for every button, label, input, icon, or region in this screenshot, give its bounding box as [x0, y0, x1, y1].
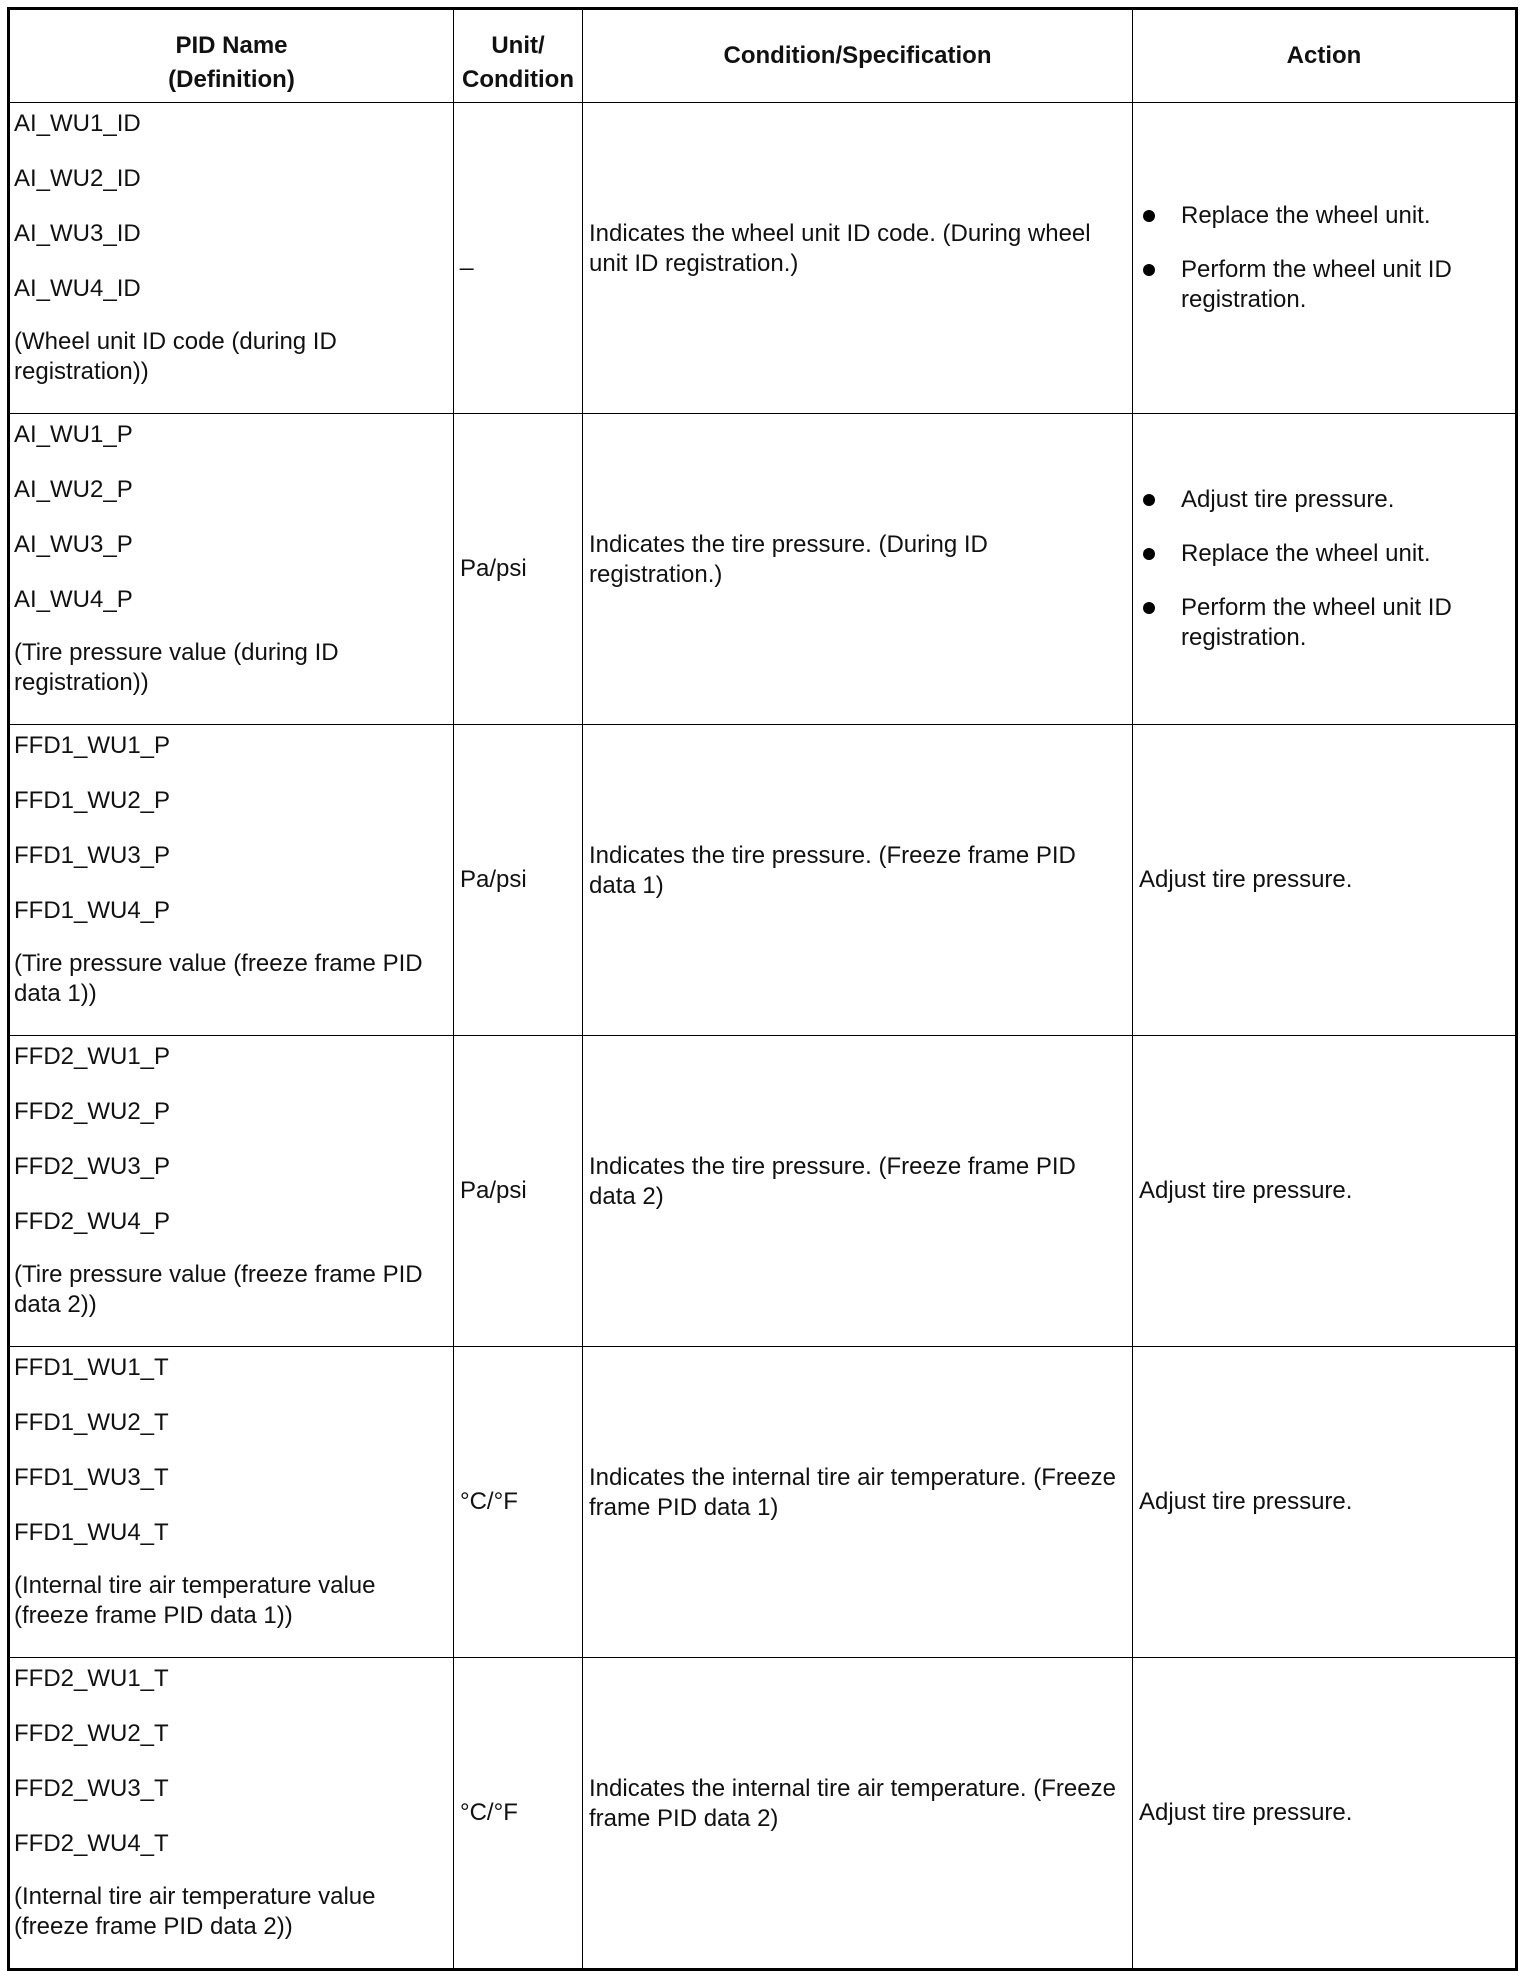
- pid-definition: (Internal tire air temperature value (freeze frame PID data 1)): [14, 1572, 376, 1629]
- action-item: [1181, 539, 1507, 569]
- table-header: [9, 9, 1517, 103]
- table-row: [9, 1036, 1517, 1347]
- pid-definition: (Tire pressure value (during ID registration)): [14, 639, 339, 696]
- pid-name: FFD2_WU1_T: [14, 1665, 169, 1692]
- pid-name: AI_WU2_ID: [14, 165, 141, 192]
- pid-name: FFD1_WU2_T: [14, 1409, 169, 1436]
- bullet-icon: [1143, 548, 1155, 560]
- action-list: [1139, 485, 1507, 653]
- unit-cell: °C/°F: [454, 1658, 583, 1970]
- pid-name-cell: [9, 1347, 454, 1658]
- pid-name-cell: [9, 1658, 454, 1970]
- action-text: Adjust tire pressure.: [1139, 1177, 1353, 1204]
- table-row: [9, 103, 1517, 414]
- action-item: [1181, 485, 1507, 515]
- action-text: Adjust tire pressure.: [1139, 1799, 1353, 1826]
- pid-name: FFD1_WU1_T: [14, 1354, 169, 1381]
- header-unit-line2: Condition: [462, 65, 574, 93]
- table-row: [9, 414, 1517, 725]
- action-cell: [1133, 1036, 1517, 1347]
- action-item: [1181, 593, 1507, 653]
- bullet-icon: [1143, 494, 1155, 506]
- action-item: [1181, 201, 1507, 231]
- unit-cell: _: [454, 103, 583, 414]
- pid-definition: (Internal tire air temperature value (freeze frame PID data 2)): [14, 1883, 376, 1940]
- action-item: [1181, 255, 1507, 315]
- pid-name: AI_WU3_P: [14, 531, 133, 558]
- header-condition: Condition/Specification: [583, 9, 1133, 103]
- header-action: Action: [1133, 9, 1517, 103]
- condition-cell: Indicates the wheel unit ID code. (During wheel unit ID registration.): [583, 103, 1133, 414]
- table-row: [9, 1347, 1517, 1658]
- pid-name: AI_WU1_ID: [14, 110, 141, 137]
- action-list: [1139, 201, 1507, 315]
- action-text: Replace the wheel unit.: [1181, 540, 1431, 567]
- condition-cell: Indicates the tire pressure. (During ID registration.): [583, 414, 1133, 725]
- action-text: Replace the wheel unit.: [1181, 202, 1431, 229]
- bullet-icon: [1143, 264, 1155, 276]
- pid-name: AI_WU3_ID: [14, 220, 141, 247]
- pid-name: FFD1_WU1_P: [14, 732, 171, 759]
- action-text: Perform the wheel unit ID registration.: [1181, 594, 1452, 651]
- condition-cell: Indicates the internal tire air temperature. (Freeze frame PID data 2): [583, 1658, 1133, 1970]
- action-text: Adjust tire pressure.: [1139, 866, 1353, 893]
- pid-name: FFD2_WU2_P: [14, 1098, 171, 1125]
- action-cell: [1133, 1347, 1517, 1658]
- action-cell: [1133, 103, 1517, 414]
- pid-name: AI_WU1_P: [14, 421, 133, 448]
- pid-name-cell: [9, 414, 454, 725]
- table-body: [9, 103, 1517, 1970]
- table-row: [9, 725, 1517, 1036]
- unit-cell: Pa/psi: [454, 414, 583, 725]
- bullet-icon: [1143, 602, 1155, 614]
- pid-name: FFD2_WU4_P: [14, 1208, 171, 1235]
- condition-cell: Indicates the tire pressure. (Freeze frame PID data 2): [583, 1036, 1133, 1347]
- action-text: Perform the wheel unit ID registration.: [1181, 256, 1452, 313]
- table-row: [9, 1658, 1517, 1970]
- header-row: [9, 9, 1517, 103]
- header-unit: [454, 9, 583, 103]
- header-pid-name: [9, 9, 454, 103]
- pid-name: FFD2_WU3_P: [14, 1153, 171, 1180]
- pid-name: FFD2_WU3_T: [14, 1775, 169, 1802]
- pid-name-cell: [9, 1036, 454, 1347]
- action-text: Adjust tire pressure.: [1139, 1488, 1353, 1515]
- pid-name: FFD1_WU4_P: [14, 897, 171, 924]
- pid-name: FFD2_WU4_T: [14, 1830, 169, 1857]
- action-cell: [1133, 725, 1517, 1036]
- pid-table: [7, 7, 1518, 1971]
- pid-name: FFD2_WU2_T: [14, 1720, 169, 1747]
- pid-definition: (Tire pressure value (freeze frame PID data 2)): [14, 1261, 423, 1318]
- condition-cell: Indicates the internal tire air temperature. (Freeze frame PID data 1): [583, 1347, 1133, 1658]
- condition-cell: Indicates the tire pressure. (Freeze frame PID data 1): [583, 725, 1133, 1036]
- pid-definition: (Tire pressure value (freeze frame PID data 1)): [14, 950, 423, 1007]
- pid-name: FFD1_WU3_T: [14, 1464, 169, 1491]
- pid-name: AI_WU4_P: [14, 586, 133, 613]
- pid-name: FFD1_WU2_P: [14, 787, 171, 814]
- pid-name: FFD1_WU3_P: [14, 842, 171, 869]
- action-cell: [1133, 1658, 1517, 1970]
- pid-name-cell: [9, 725, 454, 1036]
- pid-definition: (Wheel unit ID code (during ID registration)): [14, 328, 337, 385]
- pid-name: FFD2_WU1_P: [14, 1043, 171, 1070]
- pid-name-cell: [9, 103, 454, 414]
- pid-name: AI_WU2_P: [14, 476, 133, 503]
- header-pid-name-line1: PID Name: [175, 31, 288, 59]
- action-cell: [1133, 414, 1517, 725]
- bullet-icon: [1143, 210, 1155, 222]
- pid-name: AI_WU4_ID: [14, 275, 141, 302]
- unit-cell: Pa/psi: [454, 725, 583, 1036]
- header-pid-name-line2: (Definition): [168, 65, 295, 93]
- unit-cell: °C/°F: [454, 1347, 583, 1658]
- header-unit-line1: Unit/: [491, 31, 545, 59]
- unit-cell: Pa/psi: [454, 1036, 583, 1347]
- pid-name: FFD1_WU4_T: [14, 1519, 169, 1546]
- action-text: Adjust tire pressure.: [1181, 486, 1395, 513]
